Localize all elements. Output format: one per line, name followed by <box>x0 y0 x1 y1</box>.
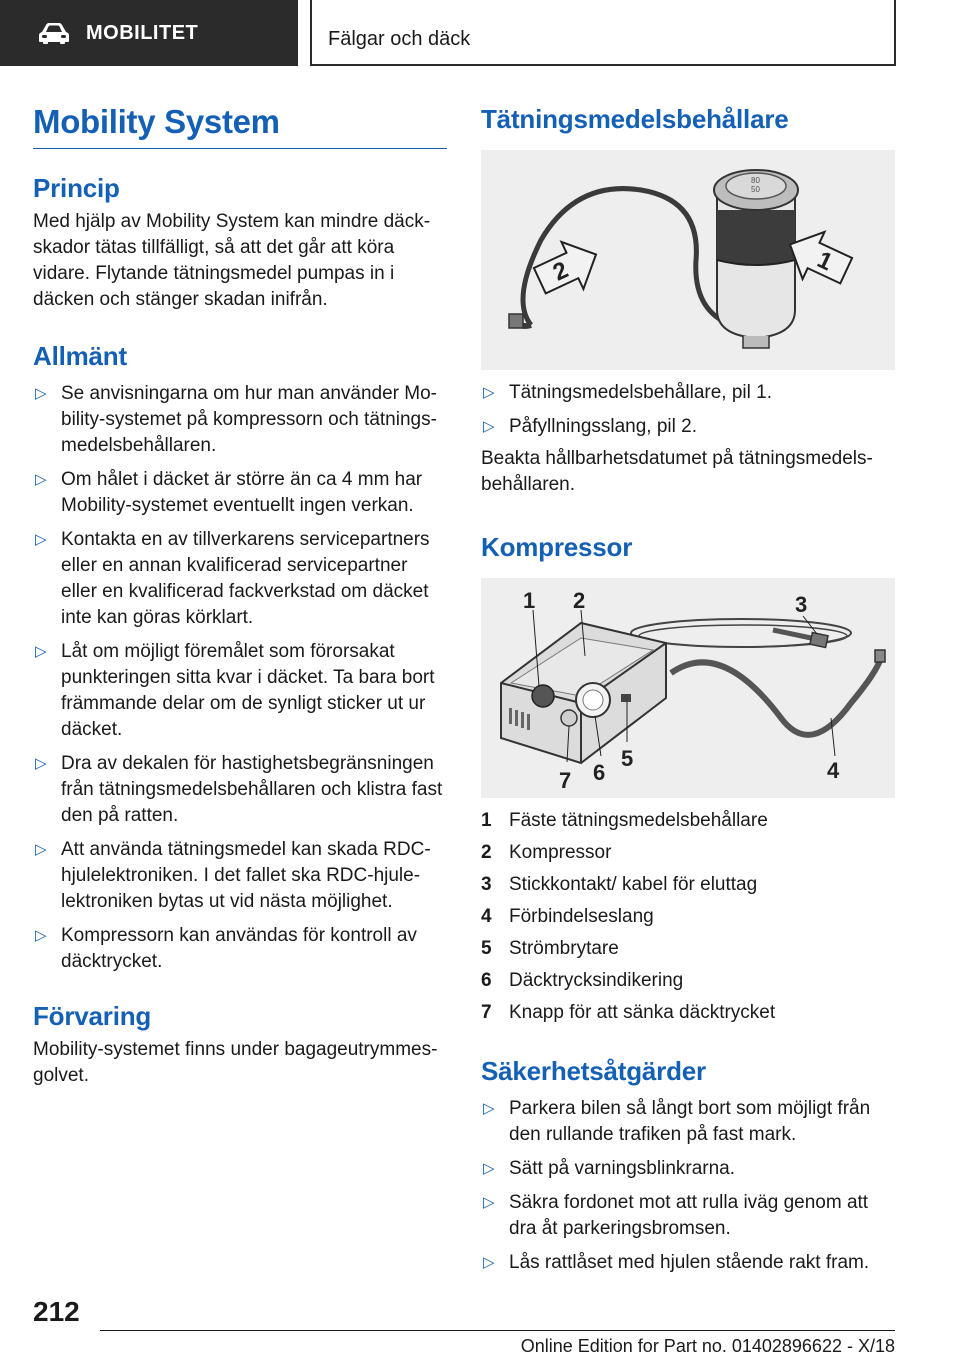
list-item: ▷ Kompressorn kan användas för kontroll av däcktrycket. <box>35 925 417 972</box>
compressor-legend <box>481 808 895 1026</box>
car-icon <box>38 22 70 44</box>
list-item: ▷ Sätt på varningsblinkrarna. <box>481 1156 895 1182</box>
svg-text:50: 50 <box>751 185 760 194</box>
list-item: 5 Strömbrytare <box>481 938 619 959</box>
compressor-heading: Kompressor <box>481 532 633 562</box>
forvaring-heading: Förvaring <box>33 1001 152 1031</box>
princip-heading: Princip <box>33 173 120 203</box>
safety-heading: Säkerhetsåtgärder <box>481 1056 706 1086</box>
compressor-figure <box>481 578 895 798</box>
allmant-list <box>33 381 447 975</box>
princip-text: Med hjälp av Mobility System kan mindre däckskador tätas tillfälligt, så att det går att köra vidare. Flytande tätningsmedel pumpas in i däcken och stänger skadan inifrån. <box>33 211 431 310</box>
container-list <box>481 380 895 440</box>
triangle-bullet-icon: ▷ <box>35 927 47 944</box>
list-item: ▷ Påfyllningsslang, pil 2. <box>481 414 895 440</box>
figure-label: 6 <box>593 760 606 785</box>
right-column <box>481 100 895 1276</box>
list-item: ▷ Lås rattlåset med hjulen stående rakt fram. <box>481 1250 895 1276</box>
triangle-bullet-icon: ▷ <box>35 643 47 660</box>
sealant-container-illustration <box>481 150 895 370</box>
header-bar <box>0 0 960 66</box>
forvaring-text: Mobility-systemet finns under bagageutrymmesgolvet. <box>33 1039 438 1086</box>
list-item: 4 Förbindelseslang <box>481 906 654 927</box>
section-tab[interactable] <box>0 0 298 66</box>
list-item: 7 Knapp för att sänka däcktrycket <box>481 1002 776 1023</box>
sealant-container-figure <box>481 150 895 370</box>
list-item: ▷ Säkra fordonet mot att rulla iväg genom att dra åt parkeringsbromsen. <box>483 1192 869 1239</box>
figure-label: 3 <box>795 592 808 617</box>
triangle-bullet-icon: ▷ <box>35 755 47 772</box>
section-tab-label: MOBILITET <box>86 21 199 44</box>
triangle-bullet-icon: ▷ <box>483 1254 495 1271</box>
figure-label: 2 <box>548 256 573 287</box>
list-item: 6 Däcktrycksindikering <box>481 970 684 991</box>
svg-text:80: 80 <box>751 176 760 185</box>
allmant-heading: Allmänt <box>33 341 127 371</box>
list-item: ▷ Parkera bilen så långt bort som möjligt från den rullande trafiken på fast mark. <box>483 1098 871 1145</box>
list-item: ▷ Om hålet i däcket är större än ca 4 mm har Mobility-systemet eventuellt ingen verkan. <box>35 469 423 516</box>
triangle-bullet-icon: ▷ <box>35 531 47 548</box>
figure-label: 1 <box>813 246 837 277</box>
chapter-tab-label: Fälgar och däck <box>328 28 471 50</box>
triangle-bullet-icon: ▷ <box>483 1160 495 1177</box>
list-item: ▷ Kontakta en av tillverkarens servicepartners eller en annan kvalificerad servicepartner eller en kvalificerad fackverkstad om däcket inte kan göras körklart. <box>35 529 430 628</box>
chapter-tab[interactable] <box>310 0 896 66</box>
left-column <box>33 100 447 1089</box>
container-heading: Tätningsmedelsbehållare <box>481 104 789 134</box>
triangle-bullet-icon: ▷ <box>35 841 47 858</box>
figure-label: 4 <box>827 758 840 783</box>
triangle-bullet-icon: ▷ <box>483 418 495 435</box>
safety-list <box>481 1096 895 1276</box>
list-item: 2 Kompressor <box>481 842 612 863</box>
list-item: ▷ Tätningsmedelsbehållare, pil 1. <box>481 380 895 406</box>
triangle-bullet-icon: ▷ <box>483 384 495 401</box>
container-note: Beakta hållbarhetsdatumet på tätningsmedelsbehållaren. <box>481 448 873 495</box>
figure-label: 1 <box>523 588 536 613</box>
triangle-bullet-icon: ▷ <box>35 385 47 402</box>
triangle-bullet-icon: ▷ <box>35 471 47 488</box>
page-number: 212 <box>33 1296 80 1327</box>
compressor-illustration <box>481 578 895 798</box>
triangle-bullet-icon: ▷ <box>483 1194 495 1211</box>
page-footer <box>0 1296 960 1362</box>
list-item: ▷ Dra av dekalen för hastighetsbegränsningen från tätningsmedelsbehållaren och klistra fast den på ratten. <box>35 753 443 826</box>
triangle-bullet-icon: ▷ <box>483 1100 495 1117</box>
figure-label: 7 <box>559 768 572 793</box>
figure-label: 5 <box>621 746 634 771</box>
edition-text: Online Edition for Part no. 01402896622 - X/18 <box>520 1336 895 1356</box>
list-item: ▷ Se anvisningarna om hur man använder Mobility-systemet på kompressorn och tätningsmedelsbehållaren. <box>35 383 437 456</box>
list-item: 3 Stickkontakt/ kabel för eluttag <box>481 874 758 895</box>
list-item: ▷ Låt om möjligt föremålet som förorsakat punkteringen sitta kvar i däcket. Ta bara bort främmande delar om de synligt sticker ut ur däcket. <box>35 641 435 740</box>
footer-divider <box>100 1330 895 1331</box>
figure-label: 2 <box>573 588 586 613</box>
page-title: Mobility System <box>33 100 447 149</box>
list-item: 1 Fäste tätningsmedelsbehållare <box>481 810 768 831</box>
list-item: ▷ Att använda tätningsmedel kan skada RDC-hjulelektroniken. I det fallet ska RDC-hjulelektroniken bytas ut vid nästa möjlighet. <box>35 839 431 912</box>
